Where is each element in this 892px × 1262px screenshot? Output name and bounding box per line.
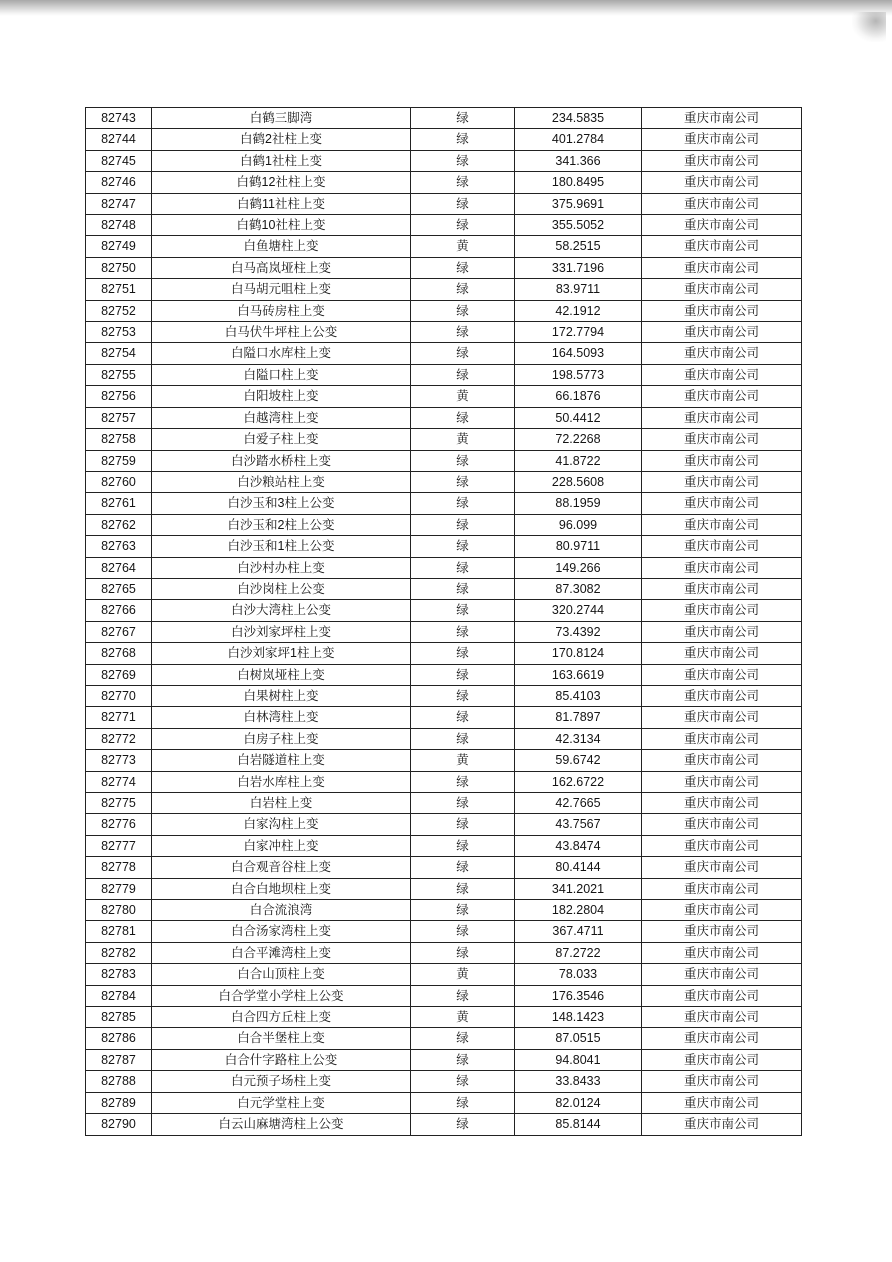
cell-company: 重庆市南公司 <box>642 322 802 343</box>
cell-value: 83.9711 <box>515 279 642 300</box>
cell-name: 白鹤2社柱上变 <box>152 129 411 150</box>
cell-name: 白沙刘家坪柱上变 <box>152 621 411 642</box>
cell-company: 重庆市南公司 <box>642 386 802 407</box>
cell-status: 绿 <box>411 643 515 664</box>
cell-id: 82762 <box>86 514 152 535</box>
cell-status: 绿 <box>411 279 515 300</box>
cell-id: 82784 <box>86 985 152 1006</box>
cell-id: 82743 <box>86 108 152 129</box>
table-row <box>86 600 802 621</box>
cell-company: 重庆市南公司 <box>642 728 802 749</box>
cell-id: 82778 <box>86 857 152 878</box>
cell-id: 82785 <box>86 1007 152 1028</box>
cell-name: 白鱼塘柱上变 <box>152 236 411 257</box>
cell-name: 白林湾柱上变 <box>152 707 411 728</box>
cell-name: 白合山顶柱上变 <box>152 964 411 985</box>
cell-value: 149.266 <box>515 557 642 578</box>
cell-company: 重庆市南公司 <box>642 150 802 171</box>
cell-value: 80.9711 <box>515 536 642 557</box>
cell-value: 401.2784 <box>515 129 642 150</box>
cell-status: 绿 <box>411 985 515 1006</box>
cell-id: 82757 <box>86 407 152 428</box>
cell-name: 白岩水库柱上变 <box>152 771 411 792</box>
cell-status: 绿 <box>411 600 515 621</box>
table-row <box>86 279 802 300</box>
cell-id: 82761 <box>86 493 152 514</box>
cell-id: 82744 <box>86 129 152 150</box>
cell-company: 重庆市南公司 <box>642 685 802 706</box>
cell-value: 58.2515 <box>515 236 642 257</box>
cell-company: 重庆市南公司 <box>642 514 802 535</box>
table-row <box>86 536 802 557</box>
cell-status: 绿 <box>411 172 515 193</box>
cell-value: 180.8495 <box>515 172 642 193</box>
cell-company: 重庆市南公司 <box>642 343 802 364</box>
cell-value: 43.7567 <box>515 814 642 835</box>
cell-value: 81.7897 <box>515 707 642 728</box>
cell-status: 绿 <box>411 1092 515 1113</box>
cell-id: 82776 <box>86 814 152 835</box>
cell-id: 82774 <box>86 771 152 792</box>
cell-id: 82752 <box>86 300 152 321</box>
cell-name: 白家冲柱上变 <box>152 835 411 856</box>
scan-corner-smudge <box>852 12 886 42</box>
cell-id: 82773 <box>86 750 152 771</box>
cell-name: 白隘口柱上变 <box>152 364 411 385</box>
cell-company: 重庆市南公司 <box>642 900 802 921</box>
cell-id: 82767 <box>86 621 152 642</box>
cell-id: 82786 <box>86 1028 152 1049</box>
table-row <box>86 172 802 193</box>
cell-status: 绿 <box>411 1071 515 1092</box>
table-row <box>86 707 802 728</box>
table-row <box>86 985 802 1006</box>
cell-status: 黄 <box>411 1007 515 1028</box>
cell-name: 白岩隧道柱上变 <box>152 750 411 771</box>
cell-status: 绿 <box>411 364 515 385</box>
cell-id: 82756 <box>86 386 152 407</box>
table-row <box>86 257 802 278</box>
cell-name: 白沙刘家坪1柱上变 <box>152 643 411 664</box>
table-row <box>86 621 802 642</box>
cell-value: 88.1959 <box>515 493 642 514</box>
table-row <box>86 643 802 664</box>
cell-status: 绿 <box>411 322 515 343</box>
cell-company: 重庆市南公司 <box>642 621 802 642</box>
cell-id: 82749 <box>86 236 152 257</box>
cell-value: 85.8144 <box>515 1114 642 1135</box>
table-row <box>86 664 802 685</box>
cell-status: 绿 <box>411 150 515 171</box>
cell-id: 82764 <box>86 557 152 578</box>
cell-company: 重庆市南公司 <box>642 964 802 985</box>
cell-value: 367.4711 <box>515 921 642 942</box>
cell-id: 82769 <box>86 664 152 685</box>
cell-value: 182.2804 <box>515 900 642 921</box>
table-row <box>86 407 802 428</box>
cell-status: 绿 <box>411 471 515 492</box>
cell-status: 黄 <box>411 236 515 257</box>
cell-company: 重庆市南公司 <box>642 1114 802 1135</box>
table-row <box>86 1092 802 1113</box>
cell-value: 176.3546 <box>515 985 642 1006</box>
cell-id: 82745 <box>86 150 152 171</box>
cell-company: 重庆市南公司 <box>642 172 802 193</box>
cell-company: 重庆市南公司 <box>642 921 802 942</box>
cell-value: 331.7196 <box>515 257 642 278</box>
table-row <box>86 193 802 214</box>
cell-value: 87.0515 <box>515 1028 642 1049</box>
cell-status: 黄 <box>411 750 515 771</box>
table-row <box>86 1071 802 1092</box>
cell-value: 355.5052 <box>515 215 642 236</box>
cell-id: 82760 <box>86 471 152 492</box>
cell-status: 绿 <box>411 257 515 278</box>
cell-company: 重庆市南公司 <box>642 707 802 728</box>
table-row <box>86 1007 802 1028</box>
cell-value: 170.8124 <box>515 643 642 664</box>
cell-id: 82755 <box>86 364 152 385</box>
cell-company: 重庆市南公司 <box>642 600 802 621</box>
cell-name: 白合平滩湾柱上变 <box>152 942 411 963</box>
cell-id: 82771 <box>86 707 152 728</box>
cell-value: 50.4412 <box>515 407 642 428</box>
cell-status: 绿 <box>411 900 515 921</box>
table-row <box>86 1028 802 1049</box>
cell-name: 白合半堡柱上变 <box>152 1028 411 1049</box>
cell-id: 82763 <box>86 536 152 557</box>
cell-id: 82748 <box>86 215 152 236</box>
cell-name: 白合观音谷柱上变 <box>152 857 411 878</box>
cell-name: 白合白地坝柱上变 <box>152 878 411 899</box>
table-row <box>86 685 802 706</box>
cell-status: 绿 <box>411 129 515 150</box>
cell-id: 82766 <box>86 600 152 621</box>
cell-company: 重庆市南公司 <box>642 578 802 599</box>
cell-name: 白马伏牛坪柱上公变 <box>152 322 411 343</box>
cell-value: 33.8433 <box>515 1071 642 1092</box>
cell-company: 重庆市南公司 <box>642 1007 802 1028</box>
cell-company: 重庆市南公司 <box>642 1092 802 1113</box>
cell-name: 白鹤12社柱上变 <box>152 172 411 193</box>
table-row <box>86 921 802 942</box>
cell-status: 绿 <box>411 1049 515 1070</box>
table-row <box>86 1114 802 1135</box>
table-row <box>86 150 802 171</box>
cell-value: 80.4144 <box>515 857 642 878</box>
cell-id: 82790 <box>86 1114 152 1135</box>
cell-name: 白鹤三脚湾 <box>152 108 411 129</box>
cell-name: 白鹤11社柱上变 <box>152 193 411 214</box>
cell-company: 重庆市南公司 <box>642 493 802 514</box>
cell-value: 164.5093 <box>515 343 642 364</box>
cell-name: 白鹤10社柱上变 <box>152 215 411 236</box>
cell-value: 320.2744 <box>515 600 642 621</box>
cell-status: 绿 <box>411 578 515 599</box>
cell-company: 重庆市南公司 <box>642 835 802 856</box>
cell-company: 重庆市南公司 <box>642 793 802 814</box>
cell-status: 绿 <box>411 493 515 514</box>
cell-name: 白爱子柱上变 <box>152 429 411 450</box>
cell-company: 重庆市南公司 <box>642 857 802 878</box>
cell-status: 绿 <box>411 685 515 706</box>
cell-status: 绿 <box>411 108 515 129</box>
table-row <box>86 471 802 492</box>
cell-id: 82780 <box>86 900 152 921</box>
cell-id: 82759 <box>86 450 152 471</box>
cell-company: 重庆市南公司 <box>642 814 802 835</box>
cell-status: 绿 <box>411 557 515 578</box>
cell-status: 绿 <box>411 835 515 856</box>
cell-status: 绿 <box>411 857 515 878</box>
cell-name: 白元预子场柱上变 <box>152 1071 411 1092</box>
table-row <box>86 578 802 599</box>
cell-company: 重庆市南公司 <box>642 236 802 257</box>
cell-status: 绿 <box>411 814 515 835</box>
cell-company: 重庆市南公司 <box>642 108 802 129</box>
table-body <box>86 108 802 1136</box>
cell-name: 白沙玉和2柱上公变 <box>152 514 411 535</box>
cell-value: 73.4392 <box>515 621 642 642</box>
cell-id: 82787 <box>86 1049 152 1070</box>
cell-id: 82782 <box>86 942 152 963</box>
cell-company: 重庆市南公司 <box>642 279 802 300</box>
cell-value: 82.0124 <box>515 1092 642 1113</box>
table-row <box>86 322 802 343</box>
cell-value: 43.8474 <box>515 835 642 856</box>
cell-value: 163.6619 <box>515 664 642 685</box>
cell-company: 重庆市南公司 <box>642 1028 802 1049</box>
cell-value: 42.1912 <box>515 300 642 321</box>
cell-company: 重庆市南公司 <box>642 557 802 578</box>
cell-company: 重庆市南公司 <box>642 1049 802 1070</box>
cell-value: 41.8722 <box>515 450 642 471</box>
cell-name: 白沙踏水桥柱上变 <box>152 450 411 471</box>
table-row <box>86 364 802 385</box>
cell-company: 重庆市南公司 <box>642 1071 802 1092</box>
cell-value: 87.3082 <box>515 578 642 599</box>
cell-name: 白马胡元咀柱上变 <box>152 279 411 300</box>
table-row <box>86 942 802 963</box>
cell-id: 82772 <box>86 728 152 749</box>
table-row <box>86 300 802 321</box>
table-row <box>86 793 802 814</box>
cell-value: 85.4103 <box>515 685 642 706</box>
cell-value: 375.9691 <box>515 193 642 214</box>
cell-name: 白岩柱上变 <box>152 793 411 814</box>
cell-status: 绿 <box>411 300 515 321</box>
cell-company: 重庆市南公司 <box>642 129 802 150</box>
cell-value: 42.7665 <box>515 793 642 814</box>
cell-id: 82788 <box>86 1071 152 1092</box>
cell-id: 82779 <box>86 878 152 899</box>
cell-status: 绿 <box>411 514 515 535</box>
cell-id: 82783 <box>86 964 152 985</box>
cell-value: 94.8041 <box>515 1049 642 1070</box>
cell-value: 42.3134 <box>515 728 642 749</box>
cell-status: 绿 <box>411 771 515 792</box>
cell-value: 341.2021 <box>515 878 642 899</box>
cell-status: 绿 <box>411 921 515 942</box>
cell-status: 绿 <box>411 664 515 685</box>
table-row <box>86 900 802 921</box>
cell-value: 198.5773 <box>515 364 642 385</box>
cell-name: 白阳坡柱上变 <box>152 386 411 407</box>
cell-name: 白马砖房柱上变 <box>152 300 411 321</box>
cell-company: 重庆市南公司 <box>642 407 802 428</box>
cell-id: 82746 <box>86 172 152 193</box>
cell-status: 绿 <box>411 193 515 214</box>
cell-status: 黄 <box>411 386 515 407</box>
cell-company: 重庆市南公司 <box>642 985 802 1006</box>
table-row <box>86 964 802 985</box>
cell-value: 72.2268 <box>515 429 642 450</box>
cell-name: 白合汤家湾柱上变 <box>152 921 411 942</box>
cell-value: 148.1423 <box>515 1007 642 1028</box>
cell-id: 82765 <box>86 578 152 599</box>
cell-company: 重庆市南公司 <box>642 878 802 899</box>
cell-status: 绿 <box>411 215 515 236</box>
cell-status: 绿 <box>411 942 515 963</box>
cell-name: 白家沟柱上变 <box>152 814 411 835</box>
cell-status: 绿 <box>411 1028 515 1049</box>
table-row <box>86 236 802 257</box>
cell-status: 绿 <box>411 707 515 728</box>
cell-name: 白房子柱上变 <box>152 728 411 749</box>
cell-value: 341.366 <box>515 150 642 171</box>
cell-status: 绿 <box>411 450 515 471</box>
table-row <box>86 514 802 535</box>
cell-value: 228.5608 <box>515 471 642 492</box>
cell-value: 66.1876 <box>515 386 642 407</box>
cell-name: 白合学堂小学柱上公变 <box>152 985 411 1006</box>
cell-value: 96.099 <box>515 514 642 535</box>
cell-company: 重庆市南公司 <box>642 193 802 214</box>
cell-status: 绿 <box>411 728 515 749</box>
cell-name: 白隘口水库柱上变 <box>152 343 411 364</box>
cell-name: 白元学堂柱上变 <box>152 1092 411 1113</box>
cell-name: 白合四方丘柱上变 <box>152 1007 411 1028</box>
cell-id: 82747 <box>86 193 152 214</box>
cell-value: 162.6722 <box>515 771 642 792</box>
table-row <box>86 750 802 771</box>
cell-name: 白沙粮站柱上变 <box>152 471 411 492</box>
cell-name: 白沙岗柱上公变 <box>152 578 411 599</box>
table-row <box>86 493 802 514</box>
table-row <box>86 878 802 899</box>
table-row <box>86 386 802 407</box>
table-row <box>86 857 802 878</box>
cell-status: 黄 <box>411 964 515 985</box>
cell-company: 重庆市南公司 <box>642 750 802 771</box>
table-row <box>86 450 802 471</box>
cell-name: 白果树柱上变 <box>152 685 411 706</box>
cell-id: 82750 <box>86 257 152 278</box>
cell-value: 234.5835 <box>515 108 642 129</box>
cell-name: 白云山麻塘湾柱上公变 <box>152 1114 411 1135</box>
cell-id: 82777 <box>86 835 152 856</box>
cell-id: 82754 <box>86 343 152 364</box>
cell-company: 重庆市南公司 <box>642 300 802 321</box>
cell-status: 黄 <box>411 429 515 450</box>
cell-id: 82758 <box>86 429 152 450</box>
table-row <box>86 835 802 856</box>
cell-value: 59.6742 <box>515 750 642 771</box>
table-row <box>86 728 802 749</box>
cell-name: 白沙玉和1柱上公变 <box>152 536 411 557</box>
table-row <box>86 215 802 236</box>
cell-name: 白树岚垭柱上变 <box>152 664 411 685</box>
cell-name: 白合什字路柱上公变 <box>152 1049 411 1070</box>
cell-value: 78.033 <box>515 964 642 985</box>
cell-company: 重庆市南公司 <box>642 643 802 664</box>
scan-top-edge <box>0 0 892 16</box>
cell-name: 白马高岚垭柱上变 <box>152 257 411 278</box>
cell-status: 绿 <box>411 621 515 642</box>
table-row <box>86 814 802 835</box>
cell-id: 82753 <box>86 322 152 343</box>
table-row <box>86 1049 802 1070</box>
cell-company: 重庆市南公司 <box>642 664 802 685</box>
cell-status: 绿 <box>411 343 515 364</box>
cell-status: 绿 <box>411 407 515 428</box>
cell-id: 82775 <box>86 793 152 814</box>
data-table <box>85 107 802 1136</box>
cell-company: 重庆市南公司 <box>642 429 802 450</box>
cell-name: 白鹤1社柱上变 <box>152 150 411 171</box>
cell-company: 重庆市南公司 <box>642 364 802 385</box>
cell-company: 重庆市南公司 <box>642 771 802 792</box>
cell-company: 重庆市南公司 <box>642 215 802 236</box>
cell-id: 82768 <box>86 643 152 664</box>
cell-company: 重庆市南公司 <box>642 942 802 963</box>
cell-value: 87.2722 <box>515 942 642 963</box>
table-row <box>86 557 802 578</box>
cell-name: 白越湾柱上变 <box>152 407 411 428</box>
cell-id: 82789 <box>86 1092 152 1113</box>
cell-id: 82751 <box>86 279 152 300</box>
cell-value: 172.7794 <box>515 322 642 343</box>
table-row <box>86 343 802 364</box>
table-row <box>86 129 802 150</box>
cell-name: 白合流浪湾 <box>152 900 411 921</box>
cell-company: 重庆市南公司 <box>642 257 802 278</box>
cell-company: 重庆市南公司 <box>642 536 802 557</box>
cell-status: 绿 <box>411 878 515 899</box>
cell-status: 绿 <box>411 536 515 557</box>
cell-status: 绿 <box>411 1114 515 1135</box>
cell-company: 重庆市南公司 <box>642 450 802 471</box>
cell-name: 白沙大湾柱上公变 <box>152 600 411 621</box>
cell-name: 白沙玉和3柱上公变 <box>152 493 411 514</box>
cell-id: 82781 <box>86 921 152 942</box>
cell-company: 重庆市南公司 <box>642 471 802 492</box>
cell-status: 绿 <box>411 793 515 814</box>
cell-id: 82770 <box>86 685 152 706</box>
table-row <box>86 771 802 792</box>
table-row <box>86 429 802 450</box>
cell-name: 白沙村办柱上变 <box>152 557 411 578</box>
table-row <box>86 108 802 129</box>
